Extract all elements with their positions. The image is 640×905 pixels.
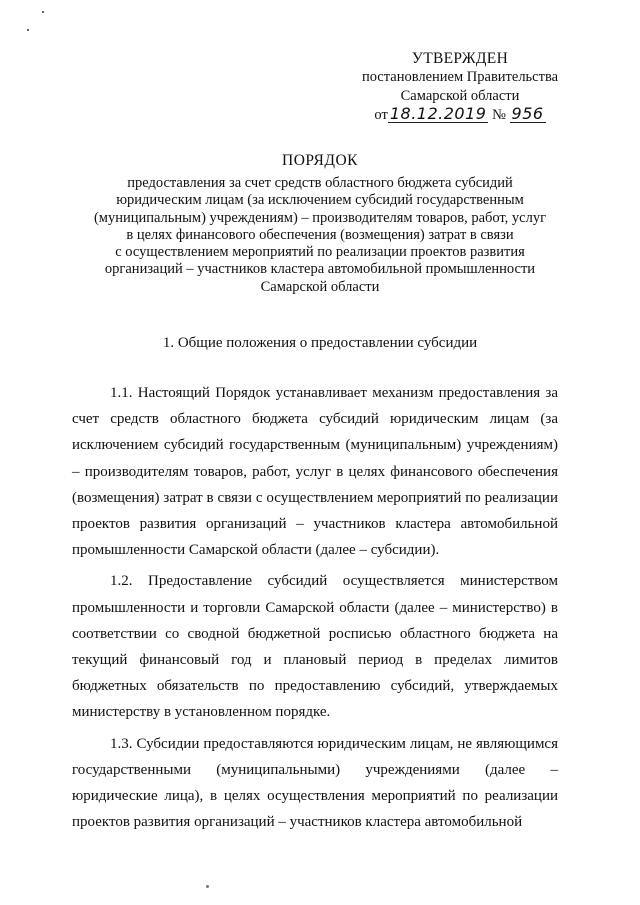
subtitle-line: в целях финансового обеспечения (возмещения) затрат в связи (126, 226, 514, 243)
section-heading: 1. Общие положения о предоставлении субсидии (162, 335, 478, 351)
date-prefix: от (374, 107, 388, 123)
subtitle-line: предоставления за счет средств областного бюджета субсидий (127, 175, 513, 191)
subtitle-line: (муниципальным) учреждениям) – производителям товаров, работ, услуг (93, 209, 547, 226)
approval-line: постановлением Правительства (361, 69, 559, 85)
subtitle-line: организаций – участников кластера автомобильной промышленности (104, 261, 536, 278)
document-subtitle (60, 175, 580, 296)
handwritten-number: 956 (511, 104, 544, 123)
subtitle-line: Самарской области (260, 278, 380, 295)
approval-stamp (340, 49, 580, 125)
approval-heading: УТВЕРЖДЕН (411, 50, 509, 67)
paragraph-1-2: 1.2. Предоставление субсидий осуществляется министерством промышленности и торговли Самарской области (далее – министерство) в соответствии со сводной бюджетной росписью областного бюджета на текущий финансовый год и плановый период в пределах лимитов бюджетных обязательств по предоставлению субсидий, утверждаемых министерству в установленном порядке. (72, 573, 558, 721)
document-title: ПОРЯДОК (282, 152, 358, 169)
scan-speck (27, 29, 29, 31)
scan-speck (206, 885, 209, 888)
approval-date-line (340, 106, 580, 125)
number-prefix: № (492, 107, 506, 123)
paragraph-1-3: 1.3. Субсидии предоставляются юридическим лицам, не являющимся государственными (муниципальными) учреждениями (далее – юридические лица), в целях осуществления мероприятий по реализации проектов развития организаций – участников кластера автомобильной (72, 735, 558, 831)
subtitle-line: юридическим лицам (за исключением субсидий государственным (116, 192, 524, 209)
handwritten-date: 18.12.2019 (389, 104, 487, 123)
scan-speck (42, 11, 44, 13)
document-body (72, 380, 558, 835)
subtitle-line: с осуществлением мероприятий по реализации проектов развития (115, 244, 525, 261)
paragraph-1-1: 1.1. Настоящий Порядок устанавливает механизм предоставления за счет средств областного бюджета субсидий юридическим лицам (за исключением субсидий государственным (муниципальным) учреждениям) – производителям товаров, работ, услуг в целях финансового обеспечения (возмещения) затрат в связи с осуществлением мероприятий по реализации проектов развития организаций – участников кластера автомобильной промышленности Самарской области (далее – субсидии). (72, 385, 558, 559)
approval-line: Самарской области (400, 88, 520, 104)
